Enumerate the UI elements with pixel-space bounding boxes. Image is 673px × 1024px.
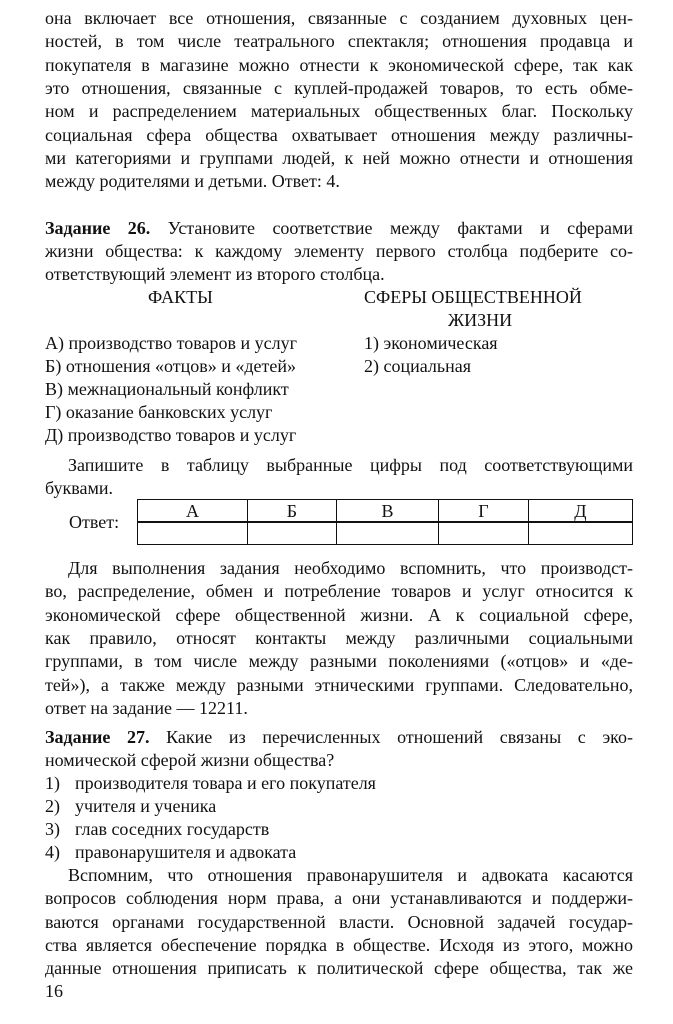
task26-explanation-line: группами, в том числе между разными поколениями («отцов» и «де-	[45, 651, 633, 672]
answer-col-v: В	[336, 500, 438, 523]
answer-label: Ответ:	[69, 512, 120, 532]
task26-line-3: ответствующий элемент из второго столбца.	[45, 264, 385, 284]
sphere-option-2: 2) социальная	[364, 356, 471, 376]
task26-explanation-line: экономической сфере общественной жизни. А к социальной сфере,	[45, 604, 633, 625]
task27-line-2: номической сферой жизни общества?	[45, 750, 335, 770]
answer-cell-b[interactable]	[247, 522, 336, 545]
facts-header: ФАКТЫ	[148, 287, 213, 307]
option-number: 3)	[45, 819, 60, 839]
task26-explanation-line: как правило, относят контакты между различными социальными	[45, 627, 633, 648]
option-number: 2)	[45, 796, 60, 816]
answer-cell-v[interactable]	[336, 522, 438, 545]
spheres-header-2: ЖИЗНИ	[448, 310, 513, 330]
page-number: 16	[45, 981, 63, 1001]
option-text: производителя товара и его покупателя	[75, 773, 376, 793]
option-text: правонарушителя и адвоката	[75, 842, 297, 862]
fact-item: В) межнациональный конфликт	[45, 379, 289, 399]
task27-text: Какие из перечисленных отношений связаны с эко-	[166, 727, 633, 747]
intro-line: ном и распределением материальных общественных благ. Поскольку	[45, 101, 633, 122]
option-number: 1)	[45, 773, 60, 793]
intro-line: это отношения, связанные с куплей-продажей товаров, то есть обме-	[45, 77, 633, 98]
option-number: 4)	[45, 842, 60, 862]
task26-explanation-line: Для выполнения задания необходимо вспомнить, что производст-	[68, 558, 633, 578]
task27-explanation-line: ваются органами государственной власти. Основной задачей государ-	[45, 911, 633, 932]
answer-cell-d[interactable]	[528, 522, 632, 545]
task26-explanation-line: ответ на задание — 12211.	[45, 697, 248, 718]
intro-line: между родителями и детьми. Ответ: 4.	[45, 171, 340, 192]
answer-col-a: А	[138, 500, 248, 523]
task27-explanation-line: вопросов соблюдения норм права, а они устанавливаются и поддержи-	[45, 888, 633, 909]
task26-label: Задание 26.	[45, 218, 151, 238]
intro-line: она включает все отношения, связанные с созданием духовных цен-	[45, 8, 633, 28]
task26-instruction-2: буквами.	[45, 478, 113, 498]
task27-explanation-line: ства является обеспечение порядка в обществе. Исходя из этого, можно	[45, 934, 633, 955]
fact-item: Б) отношения «отцов» и «детей»	[45, 356, 297, 376]
task26-explanation-line: во, распределение, обмен и потребление товаров и услуг относится к	[45, 581, 633, 602]
answer-table	[137, 499, 633, 545]
intro-line: покупателя в магазине можно отнести к экономической сфере, так как	[45, 54, 633, 75]
task27-line-1	[45, 726, 633, 749]
spheres-header-1: СФЕРЫ ОБЩЕСТВЕННОЙ	[364, 287, 582, 307]
option-text: глав соседних государств	[75, 819, 270, 839]
task27-explanation-line: Вспомним, что отношения правонарушителя и адвоката касаются	[68, 865, 633, 885]
answer-cell-g[interactable]	[439, 522, 529, 545]
fact-item: Г) оказание банковских услуг	[45, 402, 273, 422]
answer-col-d: Д	[528, 500, 632, 523]
intro-line: ностей, в том числе театрального спектакля; отношения продавца и	[45, 31, 633, 52]
task26-line-2: жизни общества: к каждому элементу первого столбца подберите со-	[45, 241, 633, 261]
sphere-option-1: 1) экономическая	[364, 333, 498, 353]
fact-item: Д) производство товаров и услуг	[45, 425, 297, 445]
task27-label: Задание 27.	[45, 727, 150, 747]
task26-line-1	[45, 217, 633, 240]
answer-col-b: Б	[247, 500, 336, 523]
task27-explanation-line: данные отношения приписать к политической сфере общества, так же	[45, 958, 633, 979]
option-text: учителя и ученика	[75, 796, 217, 816]
fact-item: А) производство товаров и услуг	[45, 333, 297, 353]
task26-instruction-1: Запишите в таблицу выбранные цифры под соответствующими	[68, 455, 633, 475]
task26-explanation-line: тей»), а также между разными этническими группами. Следовательно,	[45, 674, 633, 695]
answer-col-g: Г	[439, 500, 529, 523]
intro-line: социальная сфера общества охватывает отношения между различны-	[45, 124, 633, 145]
answer-cell-a[interactable]	[138, 522, 248, 545]
intro-line: ми категориями и группами людей, к ней можно отнести и отношения	[45, 147, 633, 168]
task26-text: Установите соответствие между фактами и сферами	[167, 218, 633, 238]
